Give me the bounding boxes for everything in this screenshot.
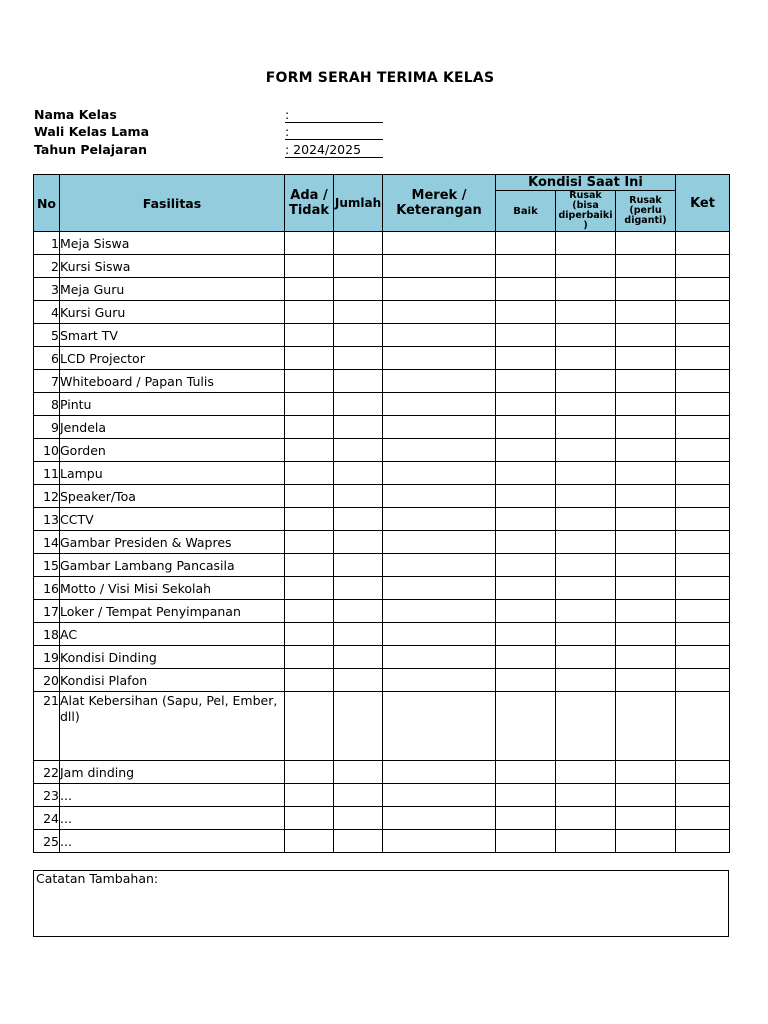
jumlah-cell[interactable] (334, 485, 383, 508)
jumlah-cell[interactable] (334, 416, 383, 439)
ada-tidak-cell[interactable] (285, 692, 334, 761)
merek-keterangan-cell[interactable] (383, 761, 496, 784)
ket-cell[interactable] (676, 600, 730, 623)
row-number: 1 (34, 232, 60, 255)
jumlah-cell[interactable] (334, 830, 383, 853)
rusak-perlu-cell[interactable] (616, 554, 676, 577)
table-row (34, 600, 730, 623)
table-row (34, 439, 730, 462)
rusak-bisa-cell[interactable] (556, 554, 616, 577)
row-number: 12 (34, 485, 60, 508)
ada-tidak-cell[interactable] (285, 278, 334, 301)
rusak-bisa-cell[interactable] (556, 692, 616, 761)
row-number: 24 (34, 807, 60, 830)
merek-keterangan-cell[interactable] (383, 669, 496, 692)
row-number: 18 (34, 623, 60, 646)
table-row (34, 416, 730, 439)
row-number: 14 (34, 531, 60, 554)
facility-name: ... (60, 830, 285, 853)
jumlah-cell[interactable] (334, 324, 383, 347)
facilities-table-body (34, 232, 730, 853)
nama-kelas-label: Nama Kelas (34, 107, 117, 122)
table-row (34, 646, 730, 669)
facility-name: Gambar Presiden & Wapres (60, 531, 285, 554)
ket-cell[interactable] (676, 807, 730, 830)
baik-cell[interactable] (496, 301, 556, 324)
row-number: 15 (34, 554, 60, 577)
table-row (34, 255, 730, 278)
header-rusak-bisa-diperbaiki: Rusak (bisa diperbaiki ) (556, 191, 616, 232)
facility-name: Kondisi Plafon (60, 669, 285, 692)
catatan-tambahan-box[interactable] (33, 870, 729, 937)
table-row (34, 761, 730, 784)
baik-cell[interactable] (496, 232, 556, 255)
row-number: 20 (34, 669, 60, 692)
jumlah-cell[interactable] (334, 761, 383, 784)
rusak-bisa-cell[interactable] (556, 485, 616, 508)
ket-cell[interactable] (676, 531, 730, 554)
ada-tidak-cell[interactable] (285, 324, 334, 347)
jumlah-cell[interactable] (334, 255, 383, 278)
rusak-bisa-cell[interactable] (556, 232, 616, 255)
header-jumlah: Jumlah (334, 175, 383, 232)
row-number: 8 (34, 393, 60, 416)
row-number: 3 (34, 278, 60, 301)
ada-tidak-cell[interactable] (285, 600, 334, 623)
merek-keterangan-cell[interactable] (383, 554, 496, 577)
table-row (34, 784, 730, 807)
rusak-bisa-cell[interactable] (556, 508, 616, 531)
baik-cell[interactable] (496, 508, 556, 531)
merek-keterangan-cell[interactable] (383, 623, 496, 646)
table-row (34, 508, 730, 531)
merek-keterangan-cell[interactable] (383, 531, 496, 554)
facilities-table (33, 174, 730, 853)
merek-keterangan-cell[interactable] (383, 255, 496, 278)
ada-tidak-cell[interactable] (285, 255, 334, 278)
baik-cell[interactable] (496, 439, 556, 462)
header-merek-keterangan: Merek / Keterangan (383, 175, 496, 232)
jumlah-cell[interactable] (334, 370, 383, 393)
row-number: 4 (34, 301, 60, 324)
baik-cell[interactable] (496, 669, 556, 692)
facility-name: Kursi Siswa (60, 255, 285, 278)
rusak-bisa-cell[interactable] (556, 255, 616, 278)
ket-cell[interactable] (676, 508, 730, 531)
table-row (34, 692, 730, 761)
baik-cell[interactable] (496, 531, 556, 554)
rusak-bisa-cell[interactable] (556, 370, 616, 393)
baik-cell[interactable] (496, 255, 556, 278)
ket-cell[interactable] (676, 255, 730, 278)
facility-name: Meja Siswa (60, 232, 285, 255)
ada-tidak-cell[interactable] (285, 531, 334, 554)
baik-cell[interactable] (496, 554, 556, 577)
rusak-perlu-cell[interactable] (616, 370, 676, 393)
ada-tidak-cell[interactable] (285, 232, 334, 255)
form-title: FORM SERAH TERIMA KELAS (265, 70, 495, 86)
facility-name: AC (60, 623, 285, 646)
merek-keterangan-cell[interactable] (383, 324, 496, 347)
baik-cell[interactable] (496, 623, 556, 646)
merek-keterangan-cell[interactable] (383, 439, 496, 462)
row-number: 17 (34, 600, 60, 623)
rusak-bisa-cell[interactable] (556, 830, 616, 853)
jumlah-cell[interactable] (334, 232, 383, 255)
facility-name: Kursi Guru (60, 301, 285, 324)
table-row (34, 393, 730, 416)
header-ada-tidak: Ada / Tidak (285, 175, 334, 232)
jumlah-cell[interactable] (334, 577, 383, 600)
rusak-perlu-cell[interactable] (616, 830, 676, 853)
table-row (34, 462, 730, 485)
facility-name: Loker / Tempat Penyimpanan (60, 600, 285, 623)
ada-tidak-cell[interactable] (285, 646, 334, 669)
ada-tidak-cell[interactable] (285, 393, 334, 416)
baik-cell[interactable] (496, 784, 556, 807)
ada-tidak-cell[interactable] (285, 439, 334, 462)
rusak-bisa-cell[interactable] (556, 669, 616, 692)
rusak-perlu-cell[interactable] (616, 462, 676, 485)
ada-tidak-cell[interactable] (285, 485, 334, 508)
table-row (34, 830, 730, 853)
jumlah-cell[interactable] (334, 393, 383, 416)
ada-tidak-cell[interactable] (285, 830, 334, 853)
row-number: 5 (34, 324, 60, 347)
merek-keterangan-cell[interactable] (383, 301, 496, 324)
rusak-perlu-cell[interactable] (616, 232, 676, 255)
rusak-bisa-cell[interactable] (556, 301, 616, 324)
baik-cell[interactable] (496, 462, 556, 485)
facility-name: LCD Projector (60, 347, 285, 370)
baik-cell[interactable] (496, 278, 556, 301)
jumlah-cell[interactable] (334, 669, 383, 692)
ket-cell[interactable] (676, 623, 730, 646)
merek-keterangan-cell[interactable] (383, 485, 496, 508)
table-row (34, 577, 730, 600)
merek-keterangan-cell[interactable] (383, 646, 496, 669)
row-number: 13 (34, 508, 60, 531)
wali-kelas-lama-label: Wali Kelas Lama (34, 124, 150, 139)
ket-cell[interactable] (676, 393, 730, 416)
tahun-pelajaran-field[interactable]: : 2024/2025 (285, 142, 383, 158)
ket-cell[interactable] (676, 669, 730, 692)
ada-tidak-cell[interactable] (285, 508, 334, 531)
rusak-perlu-cell[interactable] (616, 623, 676, 646)
jumlah-cell[interactable] (334, 531, 383, 554)
facility-name: Whiteboard / Papan Tulis (60, 370, 285, 393)
baik-cell[interactable] (496, 692, 556, 761)
jumlah-cell[interactable] (334, 692, 383, 761)
ada-tidak-cell[interactable] (285, 462, 334, 485)
rusak-bisa-cell[interactable] (556, 278, 616, 301)
baik-cell[interactable] (496, 347, 556, 370)
ada-tidak-cell[interactable] (285, 669, 334, 692)
ket-cell[interactable] (676, 324, 730, 347)
rusak-perlu-cell[interactable] (616, 761, 676, 784)
facility-name: Gorden (60, 439, 285, 462)
rusak-perlu-cell[interactable] (616, 669, 676, 692)
ada-tidak-cell[interactable] (285, 577, 334, 600)
jumlah-cell[interactable] (334, 439, 383, 462)
table-row (34, 278, 730, 301)
merek-keterangan-cell[interactable] (383, 278, 496, 301)
rusak-perlu-cell[interactable] (616, 692, 676, 761)
rusak-perlu-cell[interactable] (616, 784, 676, 807)
facility-name: Speaker/Toa (60, 485, 285, 508)
rusak-perlu-cell[interactable] (616, 485, 676, 508)
row-number: 10 (34, 439, 60, 462)
rusak-perlu-cell[interactable] (616, 807, 676, 830)
ket-cell[interactable] (676, 692, 730, 761)
rusak-bisa-cell[interactable] (556, 531, 616, 554)
merek-keterangan-cell[interactable] (383, 830, 496, 853)
rusak-bisa-cell[interactable] (556, 646, 616, 669)
rusak-bisa-cell[interactable] (556, 416, 616, 439)
rusak-bisa-cell[interactable] (556, 623, 616, 646)
baik-cell[interactable] (496, 577, 556, 600)
merek-keterangan-cell[interactable] (383, 232, 496, 255)
table-row (34, 554, 730, 577)
rusak-perlu-cell[interactable] (616, 531, 676, 554)
rusak-bisa-cell[interactable] (556, 784, 616, 807)
merek-keterangan-cell[interactable] (383, 370, 496, 393)
row-number: 6 (34, 347, 60, 370)
ket-cell[interactable] (676, 416, 730, 439)
row-number: 2 (34, 255, 60, 278)
header-ket: Ket (676, 175, 730, 232)
rusak-bisa-cell[interactable] (556, 393, 616, 416)
merek-keterangan-cell[interactable] (383, 577, 496, 600)
nama-kelas-field[interactable]: : (285, 107, 383, 123)
row-number: 21 (34, 692, 60, 761)
jumlah-cell[interactable] (334, 347, 383, 370)
merek-keterangan-cell[interactable] (383, 784, 496, 807)
row-number: 7 (34, 370, 60, 393)
jumlah-cell[interactable] (334, 784, 383, 807)
ket-cell[interactable] (676, 784, 730, 807)
merek-keterangan-cell[interactable] (383, 393, 496, 416)
ket-cell[interactable] (676, 439, 730, 462)
rusak-bisa-cell[interactable] (556, 761, 616, 784)
row-number: 23 (34, 784, 60, 807)
jumlah-cell[interactable] (334, 278, 383, 301)
ket-cell[interactable] (676, 370, 730, 393)
ket-cell[interactable] (676, 462, 730, 485)
jumlah-cell[interactable] (334, 646, 383, 669)
facility-name: Gambar Lambang Pancasila (60, 554, 285, 577)
table-row (34, 347, 730, 370)
rusak-bisa-cell[interactable] (556, 439, 616, 462)
rusak-bisa-cell[interactable] (556, 347, 616, 370)
wali-kelas-lama-field[interactable]: : (285, 124, 383, 140)
table-row (34, 324, 730, 347)
ket-cell[interactable] (676, 646, 730, 669)
facility-name: Alat Kebersihan (Sapu, Pel, Ember, dll) (60, 692, 285, 761)
table-row (34, 485, 730, 508)
jumlah-cell[interactable] (334, 807, 383, 830)
baik-cell[interactable] (496, 646, 556, 669)
rusak-bisa-cell[interactable] (556, 807, 616, 830)
baik-cell[interactable] (496, 324, 556, 347)
ket-cell[interactable] (676, 485, 730, 508)
facility-name: Lampu (60, 462, 285, 485)
rusak-bisa-cell[interactable] (556, 324, 616, 347)
ada-tidak-cell[interactable] (285, 784, 334, 807)
table-row (34, 623, 730, 646)
rusak-perlu-cell[interactable] (616, 416, 676, 439)
rusak-bisa-cell[interactable] (556, 462, 616, 485)
rusak-perlu-cell[interactable] (616, 278, 676, 301)
baik-cell[interactable] (496, 416, 556, 439)
rusak-perlu-cell[interactable] (616, 324, 676, 347)
facility-name: CCTV (60, 508, 285, 531)
jumlah-cell[interactable] (334, 508, 383, 531)
table-row (34, 531, 730, 554)
ada-tidak-cell[interactable] (285, 554, 334, 577)
baik-cell[interactable] (496, 600, 556, 623)
baik-cell[interactable] (496, 761, 556, 784)
catatan-tambahan-label: Catatan Tambahan: (36, 871, 159, 886)
table-row (34, 669, 730, 692)
table-row (34, 301, 730, 324)
ket-cell[interactable] (676, 761, 730, 784)
merek-keterangan-cell[interactable] (383, 462, 496, 485)
facility-name: Motto / Visi Misi Sekolah (60, 577, 285, 600)
ket-cell[interactable] (676, 347, 730, 370)
row-number: 25 (34, 830, 60, 853)
baik-cell[interactable] (496, 370, 556, 393)
ket-cell[interactable] (676, 301, 730, 324)
ket-cell[interactable] (676, 278, 730, 301)
ket-cell[interactable] (676, 577, 730, 600)
baik-cell[interactable] (496, 485, 556, 508)
rusak-bisa-cell[interactable] (556, 577, 616, 600)
merek-keterangan-cell[interactable] (383, 600, 496, 623)
row-number: 22 (34, 761, 60, 784)
rusak-perlu-cell[interactable] (616, 439, 676, 462)
jumlah-cell[interactable] (334, 600, 383, 623)
tahun-pelajaran-label: Tahun Pelajaran (34, 142, 147, 157)
header-no: No (34, 175, 60, 232)
ada-tidak-cell[interactable] (285, 623, 334, 646)
merek-keterangan-cell[interactable] (383, 347, 496, 370)
merek-keterangan-cell[interactable] (383, 508, 496, 531)
ada-tidak-cell[interactable] (285, 807, 334, 830)
jumlah-cell[interactable] (334, 623, 383, 646)
rusak-perlu-cell[interactable] (616, 508, 676, 531)
facility-name: Kondisi Dinding (60, 646, 285, 669)
ket-cell[interactable] (676, 830, 730, 853)
table-row (34, 232, 730, 255)
row-number: 11 (34, 462, 60, 485)
ada-tidak-cell[interactable] (285, 347, 334, 370)
row-number: 16 (34, 577, 60, 600)
rusak-perlu-cell[interactable] (616, 301, 676, 324)
rusak-bisa-cell[interactable] (556, 600, 616, 623)
header-rusak-perlu-diganti: Rusak (perlu diganti) (616, 191, 676, 232)
facility-name: Jendela (60, 416, 285, 439)
rusak-perlu-cell[interactable] (616, 577, 676, 600)
facility-name: ... (60, 784, 285, 807)
ada-tidak-cell[interactable] (285, 301, 334, 324)
facility-name: Meja Guru (60, 278, 285, 301)
rusak-perlu-cell[interactable] (616, 347, 676, 370)
row-number: 9 (34, 416, 60, 439)
ada-tidak-cell[interactable] (285, 416, 334, 439)
header-baik: Baik (496, 191, 556, 232)
baik-cell[interactable] (496, 393, 556, 416)
rusak-perlu-cell[interactable] (616, 393, 676, 416)
header-kondisi-saat-ini: Kondisi Saat Ini (496, 175, 676, 191)
ada-tidak-cell[interactable] (285, 370, 334, 393)
ada-tidak-cell[interactable] (285, 761, 334, 784)
facility-name: Jam dinding (60, 761, 285, 784)
facility-name: Pintu (60, 393, 285, 416)
ket-cell[interactable] (676, 232, 730, 255)
facility-name: Smart TV (60, 324, 285, 347)
facility-name: ... (60, 807, 285, 830)
table-row (34, 370, 730, 393)
rusak-perlu-cell[interactable] (616, 255, 676, 278)
merek-keterangan-cell[interactable] (383, 416, 496, 439)
ket-cell[interactable] (676, 554, 730, 577)
rusak-perlu-cell[interactable] (616, 646, 676, 669)
jumlah-cell[interactable] (334, 462, 383, 485)
baik-cell[interactable] (496, 807, 556, 830)
merek-keterangan-cell[interactable] (383, 692, 496, 761)
jumlah-cell[interactable] (334, 554, 383, 577)
header-fasilitas: Fasilitas (60, 175, 285, 232)
table-row (34, 807, 730, 830)
jumlah-cell[interactable] (334, 301, 383, 324)
merek-keterangan-cell[interactable] (383, 807, 496, 830)
rusak-perlu-cell[interactable] (616, 600, 676, 623)
row-number: 19 (34, 646, 60, 669)
baik-cell[interactable] (496, 830, 556, 853)
